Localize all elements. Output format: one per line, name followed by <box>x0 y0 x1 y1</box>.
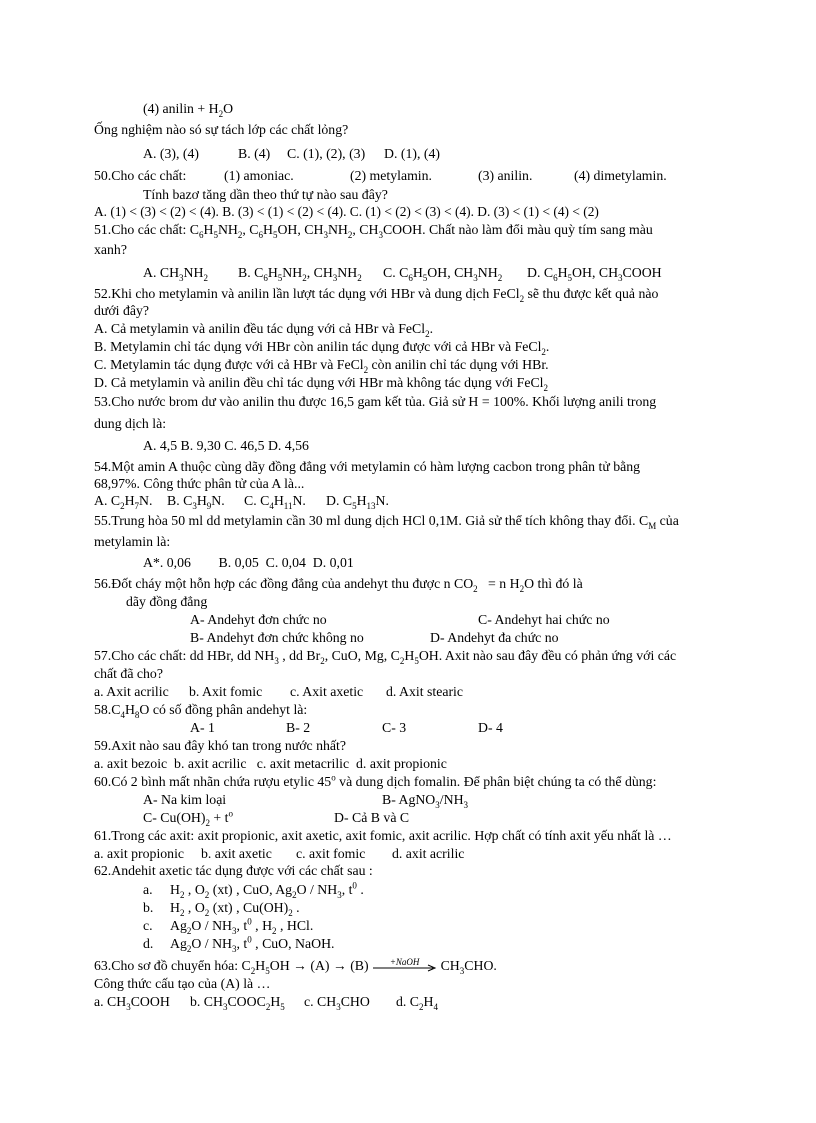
q56-option-b: B- Andehyt đơn chức không no <box>190 630 364 645</box>
q49-option-a: A. (3), (4) <box>143 146 199 161</box>
q49-option-b: B. (4) <box>238 146 271 161</box>
q58-option-a: A- 1 <box>190 720 215 735</box>
q54-option-c: C. $C_4H_{11}N$. <box>244 493 306 511</box>
q49-question: Ống nghiệm nào só sự tách lớp các chất lỏng? <box>94 122 349 137</box>
q62-option-b: $H_2$ , $O_2$ (xt) , $Cu(OH)_2$ . <box>170 900 300 918</box>
q60-option-d: D- Cả B và C <box>334 810 410 825</box>
q63-option-b: b. $CH_3COOC_2H_5$ <box>190 994 285 1012</box>
q52-line1: 52.Khi cho metylamin và anilin lần lượt tác dụng với HBr và dung dịch FeCl$_2$ sẽ thu được kết quả nào <box>94 286 659 304</box>
q59-options: a. axit bezoic b. axit acrilic c. axit metacrilic d. axit propionic <box>94 756 447 771</box>
q62-letter-a: a. <box>143 882 153 897</box>
q62-letter-d: d. <box>143 936 154 951</box>
q52-line2: dưới đây? <box>94 303 149 318</box>
q51-option-b: B. $C_6H_5NH_2$, $CH_3NH_2$ <box>238 265 362 283</box>
q62-option-d: $Ag_2O / NH_3$, $t^0$ , CuO, NaOH. <box>170 934 335 954</box>
q60-option-c: C- $Cu(OH)_2 + t^o$ <box>143 808 233 828</box>
q54-line2: 68,97%. Công thức phân tử của A là... <box>94 476 305 491</box>
q58-option-d: D- 4 <box>478 720 503 735</box>
q50-item-1: (1) amoniac. <box>224 168 294 183</box>
q49-option-d: D. (1), (4) <box>384 146 440 161</box>
q60-option-b: B- $AgNO_3/NH_3$ <box>382 792 469 810</box>
q63-option-d: d. $C_2H_4$ <box>396 994 438 1012</box>
q50-item-2: (2) metylamin. <box>350 168 432 183</box>
q56-option-d: D- Andehyt đa chức no <box>430 630 559 645</box>
q62-option-a: $H_2$ , $O_2$ (xt) , CuO, $Ag_2O / NH_3$, $t^0$ . <box>170 880 364 900</box>
q51-line1: 51.Cho các chất: $C_6H_5NH_2$, $C_6H_5OH$, $CH_3NH_2$, $CH_3COOH$. Chất nào làm đổi màu quỳ tím sang màu <box>94 222 653 240</box>
q49-option-c: C. (1), (2), (3) <box>287 146 366 161</box>
q55-options: A*. 0,06 B. 0,05 C. 0,04 D. 0,01 <box>143 555 354 570</box>
q51-option-d: D. $C_6H_5OH$, $CH_3COOH$ <box>527 265 662 283</box>
q52-option-d: D. Cả metylamin và anilin đều chỉ tác dụng với HBr mà không tác dụng với FeCl$_2$ <box>94 375 548 393</box>
q50-item-3: (3) anilin. <box>478 168 533 183</box>
q58-line1: $58.C_4H_8O$ có số đồng phân andehyt là: <box>94 702 308 720</box>
q59-line1: 59.Axit nào sau đây khó tan trong nước nhất? <box>94 738 346 753</box>
q58-option-c: C- 3 <box>382 720 407 735</box>
q56-line1: 56.Đốt cháy một hỗn hợp các đồng đẳng của andehyt thu được n $CO_2$ = n $H_2O$ thì đó là <box>94 576 583 594</box>
q53-line1: 53.Cho nước brom dư vào anilin thu được 16,5 gam kết tủa. Giả sử H = 100%. Khối lượng anili trong <box>94 394 657 409</box>
q62-line1: 62.Andehit axetic tác dụng được với các chất sau : <box>94 863 373 878</box>
q52-option-a: A. Cả metylamin và anilin đều tác dụng với cả HBr và FeCl$_2$. <box>94 321 434 339</box>
q57-option-d: d. Axit stearic <box>386 684 464 699</box>
q57-line1: 57.Cho các chất: dd HBr, dd $NH_3$ , dd $Br_2$, CuO, Mg, $C_2H_5OH$. Axit nào sau đây đều có phản ứng với các <box>94 648 677 666</box>
q50-question: Tính bazơ tăng dần theo thứ tự nào sau đây? <box>143 187 388 202</box>
q63-line1: 63.Cho sơ đồ chuyển hóa: $C_2H_5OH \to (A) \to (B)$ +NaOH $CH_3CHO$. <box>94 957 497 975</box>
q54-line1: 54.Một amin A thuộc cùng dãy đồng đẳng với metylamin có hàm lượng cacbon trong phân tử bằng <box>94 459 641 474</box>
q50-stem: 50.Cho các chất: <box>94 168 187 183</box>
q54-option-b: B. $C_3H_9N$. <box>167 493 225 511</box>
q61-option-c: c. axit fomic <box>296 846 366 861</box>
q61-option-a: a. axit propionic <box>94 846 185 861</box>
q61-option-d: d. axit acrilic <box>392 846 465 861</box>
q58-option-b: B- 2 <box>286 720 311 735</box>
q57-line2: chất đã cho? <box>94 666 163 681</box>
reaction-arrow <box>373 956 437 974</box>
q62-option-c: $Ag_2O / NH_3$, $t^0$ , $H_2$ , HCl. <box>170 916 314 936</box>
q62-letter-b: b. <box>143 900 154 915</box>
q57-option-c: c. Axit axetic <box>290 684 364 699</box>
arrow-label: +NaOH <box>389 956 420 967</box>
arrow-right-icon <box>373 964 437 972</box>
q53-line2: dung dịch là: <box>94 416 167 431</box>
q53-options: A. 4,5 B. 9,30 C. 46,5 D. 4,56 <box>143 438 309 453</box>
q50-item-4: (4) dimetylamin. <box>574 168 667 183</box>
q51-option-c: C. $C_6H_5OH$, $CH_3NH_2$ <box>383 265 503 283</box>
q63-option-c: c. $CH_3CHO$ <box>304 994 370 1012</box>
q63-option-a: a. $CH_3COOH$ <box>94 994 170 1012</box>
q62-letter-c: c. <box>143 918 153 933</box>
q49-item4: (4) anilin + $H_2O$ <box>143 101 234 119</box>
q63-line2: Công thức cấu tạo của (A) là … <box>94 976 271 991</box>
q56-option-c: C- Andehyt hai chức no <box>478 612 610 627</box>
q57-option-a: a. Axit acrilic <box>94 684 169 699</box>
q57-option-b: b. Axit fomic <box>189 684 263 699</box>
q51-line2: xanh? <box>94 242 127 257</box>
q60-option-a: A- Na kim loại <box>143 792 227 807</box>
q52-option-b: B. Metylamin chỉ tác dụng với HBr còn anilin tác dụng được với cả HBr và FeCl$_2$. <box>94 339 550 357</box>
q56-option-a: A- Andehyt đơn chức no <box>190 612 327 627</box>
q50-options: A. (1) < (3) < (2) < (4). B. (3) < (1) < (2) < (4). C. (1) < (2) < (3) < (4). D. (3) < (1) < (4) < (2) <box>94 204 599 219</box>
q61-line1: 61.Trong các axit: axit propionic, axit axetic, axit fomic, axit acrilic. Hợp chất có tính axit yếu nhất là … <box>94 828 672 843</box>
q56-line2: dãy đồng đẳng <box>126 594 208 609</box>
q60-line1: 60.Có 2 bình mất nhãn chứa rượu etylic 45$^o$ và dung dịch fomalin. Để phân biệt chúng ta có thể dùng: <box>94 772 657 789</box>
q51-option-a: A. $CH_3NH_2$ <box>143 265 208 283</box>
q55-line1: 55.Trung hòa 50 ml dd metylamin cần 30 ml dung dịch HCl 0,1M. Giả sử thể tích không thay đổi. $C_M$ của <box>94 513 679 531</box>
q61-option-b: b. axit axetic <box>201 846 272 861</box>
q52-option-c: C. Metylamin tác dụng được với cả HBr và FeCl$_2$ còn anilin chỉ tác dụng với HBr. <box>94 357 549 375</box>
q54-option-a: A. $C_2H_7N$. <box>94 493 153 511</box>
q55-line2: metylamin là: <box>94 534 171 549</box>
q54-option-d: D. $C_5H_{13}N$. <box>326 493 389 511</box>
